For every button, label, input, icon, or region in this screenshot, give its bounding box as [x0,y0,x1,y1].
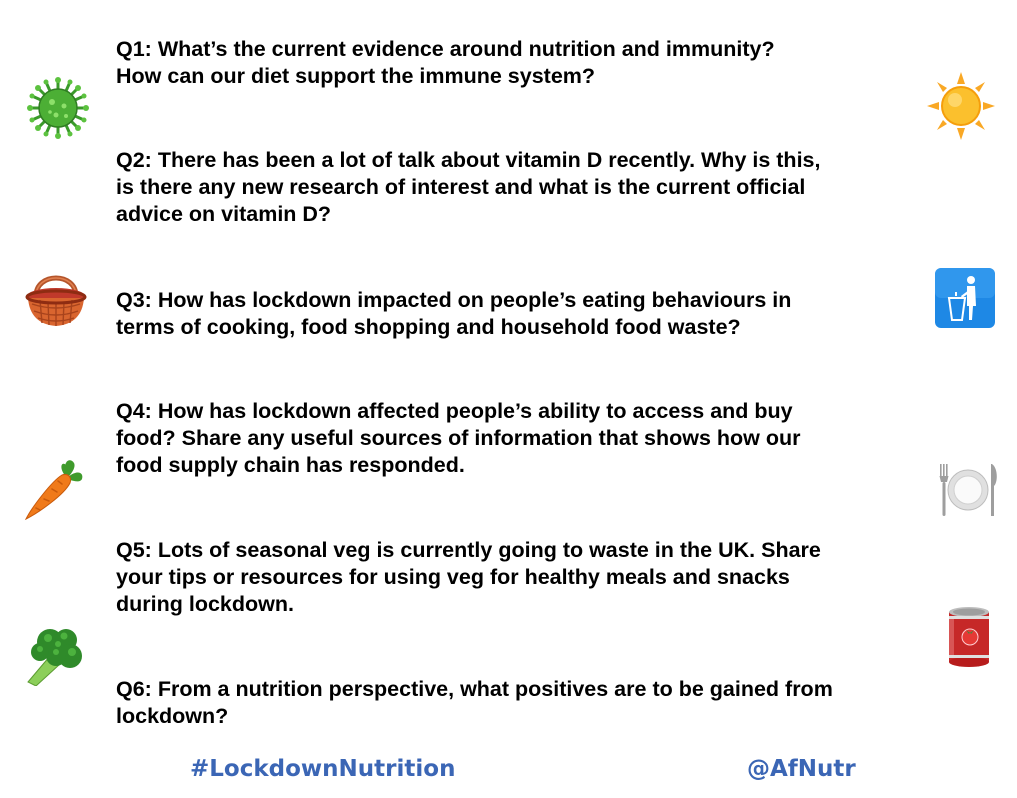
fork-knife-plate-icon [936,460,1000,518]
sun-icon [927,72,995,140]
carrot-icon [22,455,86,523]
question-6: Q6: From a nutrition perspective, what positives are to be gained from lockdown? [116,677,833,728]
question-5: Q5: Lots of seasonal veg is currently going to waste in the UK. Share your tips or resources for using veg for healthy meals and snacks during lockdown. [116,538,821,616]
litter-bin-icon [935,268,995,328]
tomato-can-icon [946,606,992,668]
virus-icon [26,76,90,140]
twitter-handle: @AfNutr [747,756,856,782]
basket-icon [24,266,88,330]
question-1: Q1: What’s the current evidence around nutrition and immunity? How can our diet support the immune system? [116,37,775,88]
question-2: Q2: There has been a lot of talk about vitamin D recently. Why is this, is there any new research of interest and what is the current official advice on vitamin D? [116,148,821,226]
question-4: Q4: How has lockdown affected people’s ability to access and buy food? Share any useful sources of information that shows how our food supply chain has responded. [116,399,801,477]
question-3: Q3: How has lockdown impacted on people’s eating behaviours in terms of cooking, food shopping and household food waste? [116,288,792,339]
broccoli-icon [22,622,86,686]
hashtag: #LockdownNutrition [190,756,456,782]
